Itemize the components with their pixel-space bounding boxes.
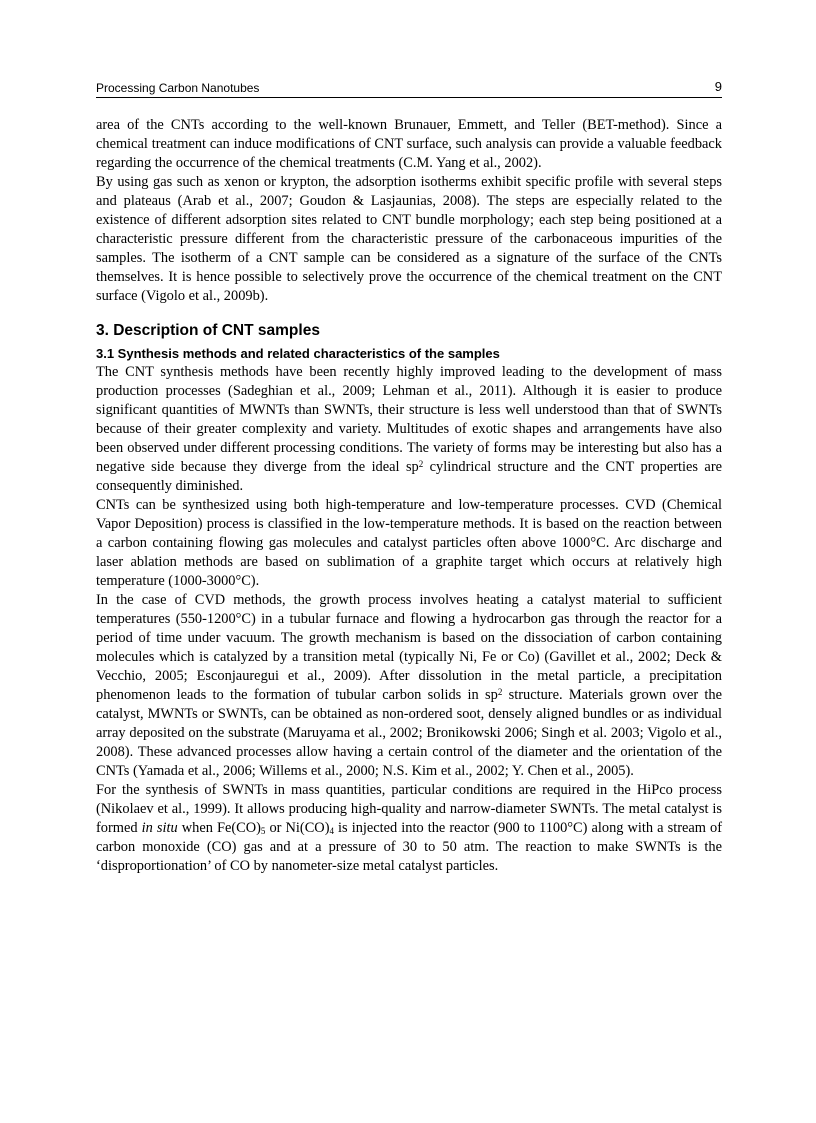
subsection-heading: 3.1 Synthesis methods and related characteristics of the samples (96, 346, 500, 361)
paragraph (96, 363, 722, 496)
paragraph (96, 781, 722, 876)
superscript: 2 (497, 687, 503, 697)
section-heading: 3. Description of CNT samples (96, 322, 320, 339)
text-run: is injected into the reactor (900 to 1100°C) along with a stream of carbon monoxide (CO) gas and at a pressure of 30 to 50 atm. The reaction to make SWNTs is the ‘disproportionation’ of CO by nanometer-size metal catalyst particles. (96, 820, 722, 874)
subscript: 5 (260, 826, 266, 836)
paragraph: area of the CNTs according to the well-known Brunauer, Emmett, and Teller (BET-method). Since a chemical treatment can induce modifications of CNT surface, such analysis can provide a valuable feedback regarding the occurrence of the chemical treatments (C.M. Yang et al., 2002). (96, 117, 722, 171)
italic-term: in situ (141, 820, 178, 836)
text-run: or Ni(CO) (265, 820, 330, 836)
subscript: 4 (329, 826, 334, 836)
text-run: structure. Materials grown over the catalyst, MWNTs or SWNTs, can be obtained as non-ordered soot, densely aligned bundles or as individual array deposited on the substrate (Maruyama et al., 2002; Bronikowski 2006; Singh et al. 2003; Vigolo et al., 2008). These advanced processes allow having a certain control of the diameter and the orientation of the CNTs (Yamada et al., 2006; Willems et al., 2000; N.S. Kim et al., 2002; Y. Chen et al., 2005). (96, 687, 722, 779)
text-run: cylindrical structure and the CNT properties are consequently diminished. (96, 459, 722, 494)
superscript: 2 (418, 459, 424, 469)
running-header (96, 80, 722, 98)
text-run: In the case of CVD methods, the growth process involves heating a catalyst material to sufficient temperatures (550-1200°C) in a tubular furnace and flowing a hydrocarbon gas through the reactor for a period of time under vacuum. The growth mechanism is based on the dissociation of carbon containing molecules which is catalyzed by a transition metal (typically Ni, Fe or Co) (Gavillet et al., 2002; Deck & Vecchio, 2005; Esconjauregui et al., 2009). After dissolution in the metal particle, a precipitation phenomenon leads to the formation of tubular carbon solids in sp (96, 592, 722, 703)
running-title: Processing Carbon Nanotubes (96, 81, 260, 95)
body-text (96, 116, 722, 876)
paragraph (96, 591, 722, 781)
page-number: 9 (714, 79, 722, 94)
text-run: when Fe(CO) (177, 820, 261, 836)
paragraph: CNTs can be synthesized using both high-temperature and low-temperature processes. CVD (Chemical Vapor Deposition) process is classified in the low-temperature methods. It is based on the reaction between a carbon containing flowing gas molecules and catalyst particles often above 1000°C. Arc discharge and laser ablation methods are based on sublimation of a graphite target which occurs at relatively high temperature (1000-3000°C). (96, 497, 722, 589)
text-run: For the synthesis of SWNTs in mass quantities, particular conditions are required in the HiPco process (Nikolaev et al., 1999). It allows producing high-quality and narrow-diameter SWNTs. The metal catalyst is formed (96, 782, 722, 836)
paragraph: By using gas such as xenon or krypton, the adsorption isotherms exhibit specific profile with several steps and plateaus (Arab et al., 2007; Goudon & Lasjaunias, 2008). The steps are especially related to the existence of different adsorption sites related to CNT bundle morphology; each step being positioned at a characteristic pressure different from the characteristic pressure of the carbonaceous impurities of the samples. The isotherm of a CNT sample can be considered as a signature of the surface of the CNTs themselves. It is hence possible to selectively prove the occurrence of the chemical treatment on the CNT surface (Vigolo et al., 2009b). (96, 174, 722, 304)
text-run: The CNT synthesis methods have been recently highly improved leading to the development of mass production processes (Sadeghian et al., 2009; Lehman et al., 2011). Although it is easier to produce significant quantities of MWNTs than SWNTs, their structure is less well understood than that of SWNTs because of their greater complexity and variety. Multitudes of exotic shapes and arrangements have also been observed under different processing conditions. The variety of forms may be interesting but also has a negative side because they diverge from the ideal sp (96, 364, 722, 475)
